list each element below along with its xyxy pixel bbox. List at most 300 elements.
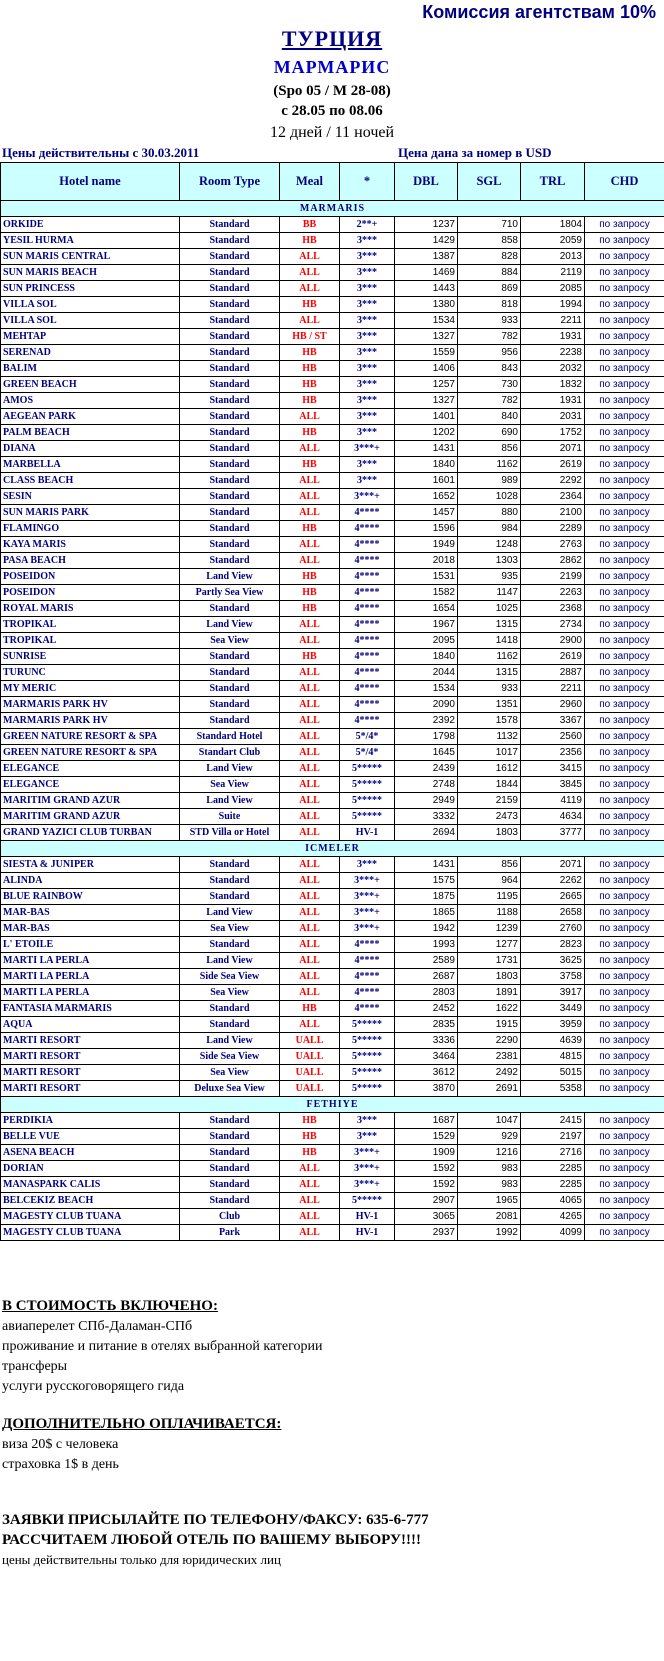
star-category: 3*** xyxy=(340,281,395,297)
star-category: 4**** xyxy=(340,969,395,985)
table-row xyxy=(1,857,664,873)
hotel-name: MARITIM GRAND AZUR xyxy=(1,809,180,825)
star-category: 4**** xyxy=(340,601,395,617)
price-chd: по запросу xyxy=(585,1113,664,1129)
price-chd: по запросу xyxy=(585,793,664,809)
hotel-name: GREEN NATURE RESORT & SPA xyxy=(1,729,180,745)
table-row xyxy=(1,745,664,761)
meal-plan: ALL xyxy=(280,953,340,969)
star-category: 3***+ xyxy=(340,889,395,905)
price-dbl: 2694 xyxy=(395,825,458,841)
star-category: 3*** xyxy=(340,297,395,313)
price-sgl: 2081 xyxy=(458,1209,521,1225)
hotel-name: MARTI RESORT xyxy=(1,1033,180,1049)
price-dbl: 2589 xyxy=(395,953,458,969)
hotel-name: SUN PRINCESS xyxy=(1,281,180,297)
price-dbl: 1645 xyxy=(395,745,458,761)
price-trl: 2415 xyxy=(521,1113,585,1129)
price-sgl: 1047 xyxy=(458,1113,521,1129)
star-category: 3*** xyxy=(340,361,395,377)
price-sgl: 2159 xyxy=(458,793,521,809)
col-header-dbl: DBL xyxy=(395,163,458,201)
star-category: 4**** xyxy=(340,505,395,521)
price-dbl: 1875 xyxy=(395,889,458,905)
price-chd: по запросу xyxy=(585,537,664,553)
room-type: Standard xyxy=(180,473,280,489)
star-category: 4**** xyxy=(340,585,395,601)
price-chd: по запросу xyxy=(585,441,664,457)
price-sgl: 1239 xyxy=(458,921,521,937)
table-row xyxy=(1,441,664,457)
price-sgl: 964 xyxy=(458,873,521,889)
col-header-sgl: SGL xyxy=(458,163,521,201)
price-chd: по запросу xyxy=(585,1081,664,1097)
table-row xyxy=(1,217,664,233)
price-sgl: 1028 xyxy=(458,489,521,505)
room-type: Standard Hotel xyxy=(180,729,280,745)
room-type: Standard xyxy=(180,889,280,905)
price-dbl: 3065 xyxy=(395,1209,458,1225)
meal-plan: ALL xyxy=(280,441,340,457)
hotel-name: POSEIDON xyxy=(1,569,180,585)
price-sgl: 1418 xyxy=(458,633,521,649)
table-row xyxy=(1,1225,664,1241)
table-row xyxy=(1,873,664,889)
price-chd: по запросу xyxy=(585,649,664,665)
price-sgl: 1132 xyxy=(458,729,521,745)
price-dbl: 1380 xyxy=(395,297,458,313)
room-type: Land View xyxy=(180,617,280,633)
star-category: 4**** xyxy=(340,633,395,649)
room-type: Sea View xyxy=(180,633,280,649)
star-category: 3*** xyxy=(340,233,395,249)
price-sgl: 1017 xyxy=(458,745,521,761)
price-dbl: 3336 xyxy=(395,1033,458,1049)
star-category: 4**** xyxy=(340,937,395,953)
price-sgl: 858 xyxy=(458,233,521,249)
table-row xyxy=(1,697,664,713)
price-dbl: 1327 xyxy=(395,329,458,345)
meal-plan: HB xyxy=(280,345,340,361)
price-chd: по запросу xyxy=(585,1049,664,1065)
hotel-name: MEHTAP xyxy=(1,329,180,345)
price-sgl: 2473 xyxy=(458,809,521,825)
star-category: 4**** xyxy=(340,1001,395,1017)
meal-plan: UALL xyxy=(280,1049,340,1065)
price-dbl: 2018 xyxy=(395,553,458,569)
price-sgl: 1965 xyxy=(458,1193,521,1209)
price-sgl: 730 xyxy=(458,377,521,393)
price-chd: по запросу xyxy=(585,1225,664,1241)
price-chd: по запросу xyxy=(585,697,664,713)
table-row xyxy=(1,1177,664,1193)
price-dbl: 1592 xyxy=(395,1161,458,1177)
room-type: Standard xyxy=(180,265,280,281)
meal-plan: HB xyxy=(280,233,340,249)
section-title: ICMELER xyxy=(1,841,664,857)
price-sgl: 1612 xyxy=(458,761,521,777)
table-row xyxy=(1,761,664,777)
price-sgl: 1578 xyxy=(458,713,521,729)
meal-plan: HB xyxy=(280,1001,340,1017)
room-type: Standard xyxy=(180,601,280,617)
price-chd: по запросу xyxy=(585,969,664,985)
price-dbl: 2095 xyxy=(395,633,458,649)
price-sgl: 1803 xyxy=(458,969,521,985)
hotel-name: MAR-BAS xyxy=(1,905,180,921)
star-category: 3*** xyxy=(340,1129,395,1145)
price-trl: 2263 xyxy=(521,585,585,601)
meal-plan: HB xyxy=(280,297,340,313)
price-chd: по запросу xyxy=(585,633,664,649)
price-trl: 2119 xyxy=(521,265,585,281)
room-type: Standard xyxy=(180,393,280,409)
hotel-name: AMOS xyxy=(1,393,180,409)
room-type: Standard xyxy=(180,1129,280,1145)
price-trl: 4634 xyxy=(521,809,585,825)
star-category: 3***+ xyxy=(340,1161,395,1177)
price-sgl: 1303 xyxy=(458,553,521,569)
meal-plan: HB xyxy=(280,425,340,441)
meal-plan: ALL xyxy=(280,793,340,809)
table-row xyxy=(1,329,664,345)
price-dbl: 1387 xyxy=(395,249,458,265)
price-sgl: 856 xyxy=(458,441,521,457)
price-sgl: 956 xyxy=(458,345,521,361)
hotel-name: DIANA xyxy=(1,441,180,457)
hotel-name: L' ETOILE xyxy=(1,937,180,953)
price-dbl: 1909 xyxy=(395,1145,458,1161)
star-category: 4**** xyxy=(340,713,395,729)
room-type: Land View xyxy=(180,953,280,969)
room-type: Standard xyxy=(180,329,280,345)
hotel-name: FLAMINGO xyxy=(1,521,180,537)
price-trl: 2760 xyxy=(521,921,585,937)
meal-plan: ALL xyxy=(280,1161,340,1177)
star-category: 4**** xyxy=(340,697,395,713)
room-type: Standard xyxy=(180,521,280,537)
col-header-trl: TRL xyxy=(521,163,585,201)
table-row xyxy=(1,905,664,921)
hotel-name: MAGESTY CLUB TUANA xyxy=(1,1209,180,1225)
price-chd: по запросу xyxy=(585,889,664,905)
price-trl: 3959 xyxy=(521,1017,585,1033)
price-chd: по запросу xyxy=(585,905,664,921)
star-category: 5***** xyxy=(340,761,395,777)
price-dbl: 1942 xyxy=(395,921,458,937)
price-trl: 2085 xyxy=(521,281,585,297)
footer-legal: цены действительны только для юридических лиц xyxy=(2,1552,281,1567)
star-category: 3*** xyxy=(340,857,395,873)
price-trl: 2071 xyxy=(521,441,585,457)
price-dbl: 1534 xyxy=(395,313,458,329)
meal-plan: HB xyxy=(280,649,340,665)
price-dbl: 3332 xyxy=(395,809,458,825)
room-type: Sea View xyxy=(180,921,280,937)
price-trl: 4099 xyxy=(521,1225,585,1241)
hotel-name: TROPIKAL xyxy=(1,617,180,633)
room-type: Standard xyxy=(180,297,280,313)
spo-code: (Spo 05 / M 28-08) xyxy=(273,83,391,99)
section-header-row xyxy=(1,1097,664,1113)
hotel-name: MARTI LA PERLA xyxy=(1,969,180,985)
price-chd: по запросу xyxy=(585,1129,664,1145)
meal-plan: ALL xyxy=(280,1177,340,1193)
table-row xyxy=(1,1209,664,1225)
price-trl: 2100 xyxy=(521,505,585,521)
hotel-name: FANTASIA MARMARIS xyxy=(1,1001,180,1017)
price-trl: 2013 xyxy=(521,249,585,265)
room-type: Standard xyxy=(180,665,280,681)
included-item: услуги русскоговорящего гида xyxy=(2,1379,185,1394)
meal-plan: HB xyxy=(280,585,340,601)
price-dbl: 1202 xyxy=(395,425,458,441)
price-dbl: 1687 xyxy=(395,1113,458,1129)
price-dbl: 1798 xyxy=(395,729,458,745)
table-header-row xyxy=(1,163,664,201)
hotel-name: MANASPARK CALIS xyxy=(1,1177,180,1193)
room-type: Sea View xyxy=(180,777,280,793)
price-trl: 2262 xyxy=(521,873,585,889)
room-type: Standard xyxy=(180,697,280,713)
meal-plan: ALL xyxy=(280,665,340,681)
price-sgl: 2381 xyxy=(458,1049,521,1065)
table-row xyxy=(1,1049,664,1065)
meal-plan: ALL xyxy=(280,1017,340,1033)
price-table xyxy=(0,162,664,1241)
price-chd: по запросу xyxy=(585,761,664,777)
room-type: Standard xyxy=(180,489,280,505)
price-sgl: 1891 xyxy=(458,985,521,1001)
hotel-name: MAGESTY CLUB TUANA xyxy=(1,1225,180,1241)
meal-plan: ALL xyxy=(280,1225,340,1241)
star-category: 3***+ xyxy=(340,873,395,889)
price-trl: 3625 xyxy=(521,953,585,969)
hotel-name: MARTI LA PERLA xyxy=(1,985,180,1001)
meal-plan: ALL xyxy=(280,777,340,793)
table-row xyxy=(1,825,664,841)
meal-plan: ALL xyxy=(280,857,340,873)
star-category: 3*** xyxy=(340,425,395,441)
price-trl: 2716 xyxy=(521,1145,585,1161)
meal-plan: ALL xyxy=(280,697,340,713)
table-row xyxy=(1,1033,664,1049)
room-type: Standard xyxy=(180,553,280,569)
price-sgl: 983 xyxy=(458,1177,521,1193)
table-row xyxy=(1,1161,664,1177)
meal-plan: ALL xyxy=(280,617,340,633)
price-chd: по запросу xyxy=(585,489,664,505)
star-category: 3***+ xyxy=(340,1145,395,1161)
price-dbl: 1865 xyxy=(395,905,458,921)
price-dbl: 1601 xyxy=(395,473,458,489)
star-category: HV-1 xyxy=(340,1225,395,1241)
hotel-name: CLASS BEACH xyxy=(1,473,180,489)
price-trl: 2823 xyxy=(521,937,585,953)
price-trl: 4639 xyxy=(521,1033,585,1049)
price-sgl: 1195 xyxy=(458,889,521,905)
room-type: Sea View xyxy=(180,985,280,1001)
price-dbl: 1469 xyxy=(395,265,458,281)
star-category: 3*** xyxy=(340,329,395,345)
table-row xyxy=(1,393,664,409)
star-category: 4**** xyxy=(340,665,395,681)
hotel-name: ELEGANCE xyxy=(1,777,180,793)
table-row xyxy=(1,409,664,425)
star-category: 5***** xyxy=(340,1193,395,1209)
room-type: Standard xyxy=(180,1177,280,1193)
star-category: 4**** xyxy=(340,953,395,969)
price-trl: 3367 xyxy=(521,713,585,729)
price-chd: по запросу xyxy=(585,377,664,393)
meal-plan: UALL xyxy=(280,1065,340,1081)
price-chd: по запросу xyxy=(585,1033,664,1049)
meal-plan: HB xyxy=(280,377,340,393)
price-trl: 2197 xyxy=(521,1129,585,1145)
price-dbl: 1257 xyxy=(395,377,458,393)
table-row xyxy=(1,649,664,665)
meal-plan: BB xyxy=(280,217,340,233)
room-type: Land View xyxy=(180,1033,280,1049)
price-dbl: 2748 xyxy=(395,777,458,793)
table-row xyxy=(1,793,664,809)
price-chd: по запросу xyxy=(585,857,664,873)
star-category: 5***** xyxy=(340,793,395,809)
table-row xyxy=(1,585,664,601)
price-dbl: 1592 xyxy=(395,1177,458,1193)
price-trl: 1804 xyxy=(521,217,585,233)
hotel-name: GREEN BEACH xyxy=(1,377,180,393)
price-chd: по запросу xyxy=(585,345,664,361)
hotel-name: VILLA SOL xyxy=(1,313,180,329)
price-sgl: 2492 xyxy=(458,1065,521,1081)
star-category: 5***** xyxy=(340,1033,395,1049)
table-row xyxy=(1,921,664,937)
price-chd: по запросу xyxy=(585,809,664,825)
price-dbl: 1431 xyxy=(395,857,458,873)
price-sgl: 2691 xyxy=(458,1081,521,1097)
tour-duration: 12 дней / 11 ночей xyxy=(269,124,395,141)
price-sgl: 828 xyxy=(458,249,521,265)
price-chd: по запросу xyxy=(585,473,664,489)
star-category: 3***+ xyxy=(340,905,395,921)
table-row xyxy=(1,345,664,361)
hotel-name: ALINDA xyxy=(1,873,180,889)
extra-title: ДОПОЛНИТЕЛЬНО ОПЛАЧИВАЕТСЯ: xyxy=(2,1416,282,1432)
price-chd: по запросу xyxy=(585,873,664,889)
table-row xyxy=(1,377,664,393)
price-chd: по запросу xyxy=(585,681,664,697)
meal-plan: ALL xyxy=(280,505,340,521)
room-type: Standard xyxy=(180,1017,280,1033)
price-chd: по запросу xyxy=(585,1161,664,1177)
hotel-name: TURUNC xyxy=(1,665,180,681)
star-category: 4**** xyxy=(340,521,395,537)
tour-dates: с 28.05 по 08.06 xyxy=(281,103,383,119)
hotel-name: PERDIKIA xyxy=(1,1113,180,1129)
room-type: Partly Sea View xyxy=(180,585,280,601)
hotel-name: AEGEAN PARK xyxy=(1,409,180,425)
price-sgl: 935 xyxy=(458,569,521,585)
star-category: 5*/4* xyxy=(340,729,395,745)
room-type: Standard xyxy=(180,537,280,553)
price-sgl: 933 xyxy=(458,681,521,697)
star-category: 3***+ xyxy=(340,921,395,937)
room-type: Side Sea View xyxy=(180,1049,280,1065)
city-title: МАРМАРИС xyxy=(273,57,391,77)
price-trl: 2364 xyxy=(521,489,585,505)
hotel-name: SUN MARIS PARK xyxy=(1,505,180,521)
price-trl: 4265 xyxy=(521,1209,585,1225)
extra-item: страховка 1$ в день xyxy=(2,1457,119,1472)
room-type: Standard xyxy=(180,1001,280,1017)
price-trl: 2368 xyxy=(521,601,585,617)
hotel-name: POSEIDON xyxy=(1,585,180,601)
table-row xyxy=(1,553,664,569)
star-category: 3*** xyxy=(340,345,395,361)
price-dbl: 1949 xyxy=(395,537,458,553)
price-chd: по запросу xyxy=(585,921,664,937)
meal-plan: ALL xyxy=(280,873,340,889)
price-chd: по запросу xyxy=(585,569,664,585)
room-type: Standard xyxy=(180,505,280,521)
star-category: 5***** xyxy=(340,809,395,825)
extra-item: виза 20$ с человека xyxy=(2,1437,119,1452)
price-sgl: 869 xyxy=(458,281,521,297)
table-row xyxy=(1,457,664,473)
section-header-row xyxy=(1,201,664,217)
section-title: MARMARIS xyxy=(1,201,664,217)
price-dbl: 2803 xyxy=(395,985,458,1001)
room-type: Side Sea View xyxy=(180,969,280,985)
hotel-name: ELEGANCE xyxy=(1,761,180,777)
meal-plan: UALL xyxy=(280,1033,340,1049)
hotel-name: BELCEKIZ BEACH xyxy=(1,1193,180,1209)
room-type: Standard xyxy=(180,873,280,889)
star-category: HV-1 xyxy=(340,825,395,841)
room-type: Standard xyxy=(180,1113,280,1129)
room-type: Standard xyxy=(180,425,280,441)
room-type: Standard xyxy=(180,857,280,873)
table-row xyxy=(1,233,664,249)
price-chd: по запросу xyxy=(585,425,664,441)
price-trl: 2356 xyxy=(521,745,585,761)
price-chd: по запросу xyxy=(585,361,664,377)
room-type: Land View xyxy=(180,793,280,809)
price-chd: по запросу xyxy=(585,457,664,473)
room-type: Standard xyxy=(180,409,280,425)
meal-plan: ALL xyxy=(280,313,340,329)
table-row xyxy=(1,537,664,553)
price-dbl: 3870 xyxy=(395,1081,458,1097)
table-row xyxy=(1,1113,664,1129)
meal-plan: HB xyxy=(280,1129,340,1145)
room-type: Standard xyxy=(180,1145,280,1161)
star-category: 3*** xyxy=(340,393,395,409)
price-dbl: 1559 xyxy=(395,345,458,361)
price-trl: 4119 xyxy=(521,793,585,809)
hotel-name: MARBELLA xyxy=(1,457,180,473)
price-dbl: 2687 xyxy=(395,969,458,985)
hotel-name: SUNRISE xyxy=(1,649,180,665)
room-type: Standard xyxy=(180,249,280,265)
price-dbl: 1529 xyxy=(395,1129,458,1145)
price-trl: 2658 xyxy=(521,905,585,921)
price-dbl: 2439 xyxy=(395,761,458,777)
price-dbl: 2949 xyxy=(395,793,458,809)
hotel-name: MARTI RESORT xyxy=(1,1065,180,1081)
hotel-name: VILLA SOL xyxy=(1,297,180,313)
